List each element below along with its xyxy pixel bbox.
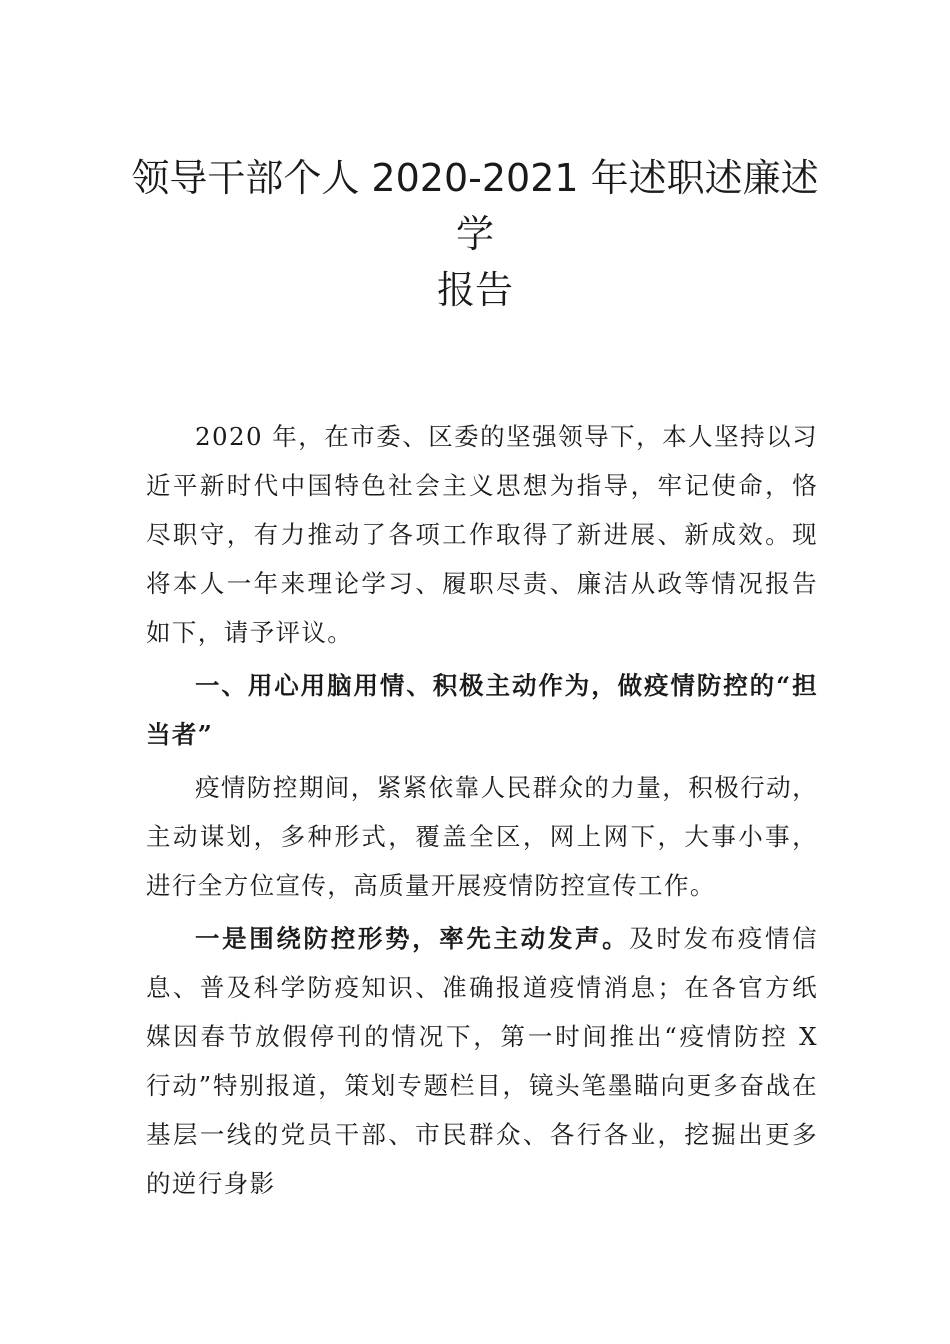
title-line-2: 报告	[436, 268, 513, 312]
body-paragraph: 疫情防控期间，紧紧依靠人民群众的力量，积极行动，主动谋划，多种形式，覆盖全区，网上网下，大事小事，进行全方位宣传，高质量开展疫情防控宣传工作。	[146, 773, 818, 900]
section-heading-1: 一、用心用脑用情、积极主动作为，做疫情防控的“担当者”	[146, 671, 818, 749]
document-title	[120, 150, 830, 318]
document-body	[146, 412, 818, 1212]
paragraph-text: 及时发布疫情信息、普及科学防疫知识、准确报道疫情消息；在各官方纸媒因春节放假停刊的情况下，第一时间推出“疫情防控 X 行动”特别报道，策划专题栏目，镜头笔墨瞄向更多奋战在基层一线的党员干部、市民群众、各行各业，挖掘出更多的逆行身影	[146, 924, 818, 1198]
intro-paragraph: 2020 年，在市委、区委的坚强领导下，本人坚持以习近平新时代中国特色社会主义思想为指导，牢记使命，恪尽职守，有力推动了各项工作取得了新进展、新成效。现将本人一年来理论学习、履职尽责、廉洁从政等情况报告如下，请予评议。	[146, 422, 818, 647]
title-line-1: 领导干部个人 2020-2021 年述职述廉述学	[131, 156, 819, 256]
paragraph-lead: 一是围绕防控形势，率先主动发声。	[195, 924, 630, 953]
body-paragraph-with-lead	[146, 914, 818, 1208]
